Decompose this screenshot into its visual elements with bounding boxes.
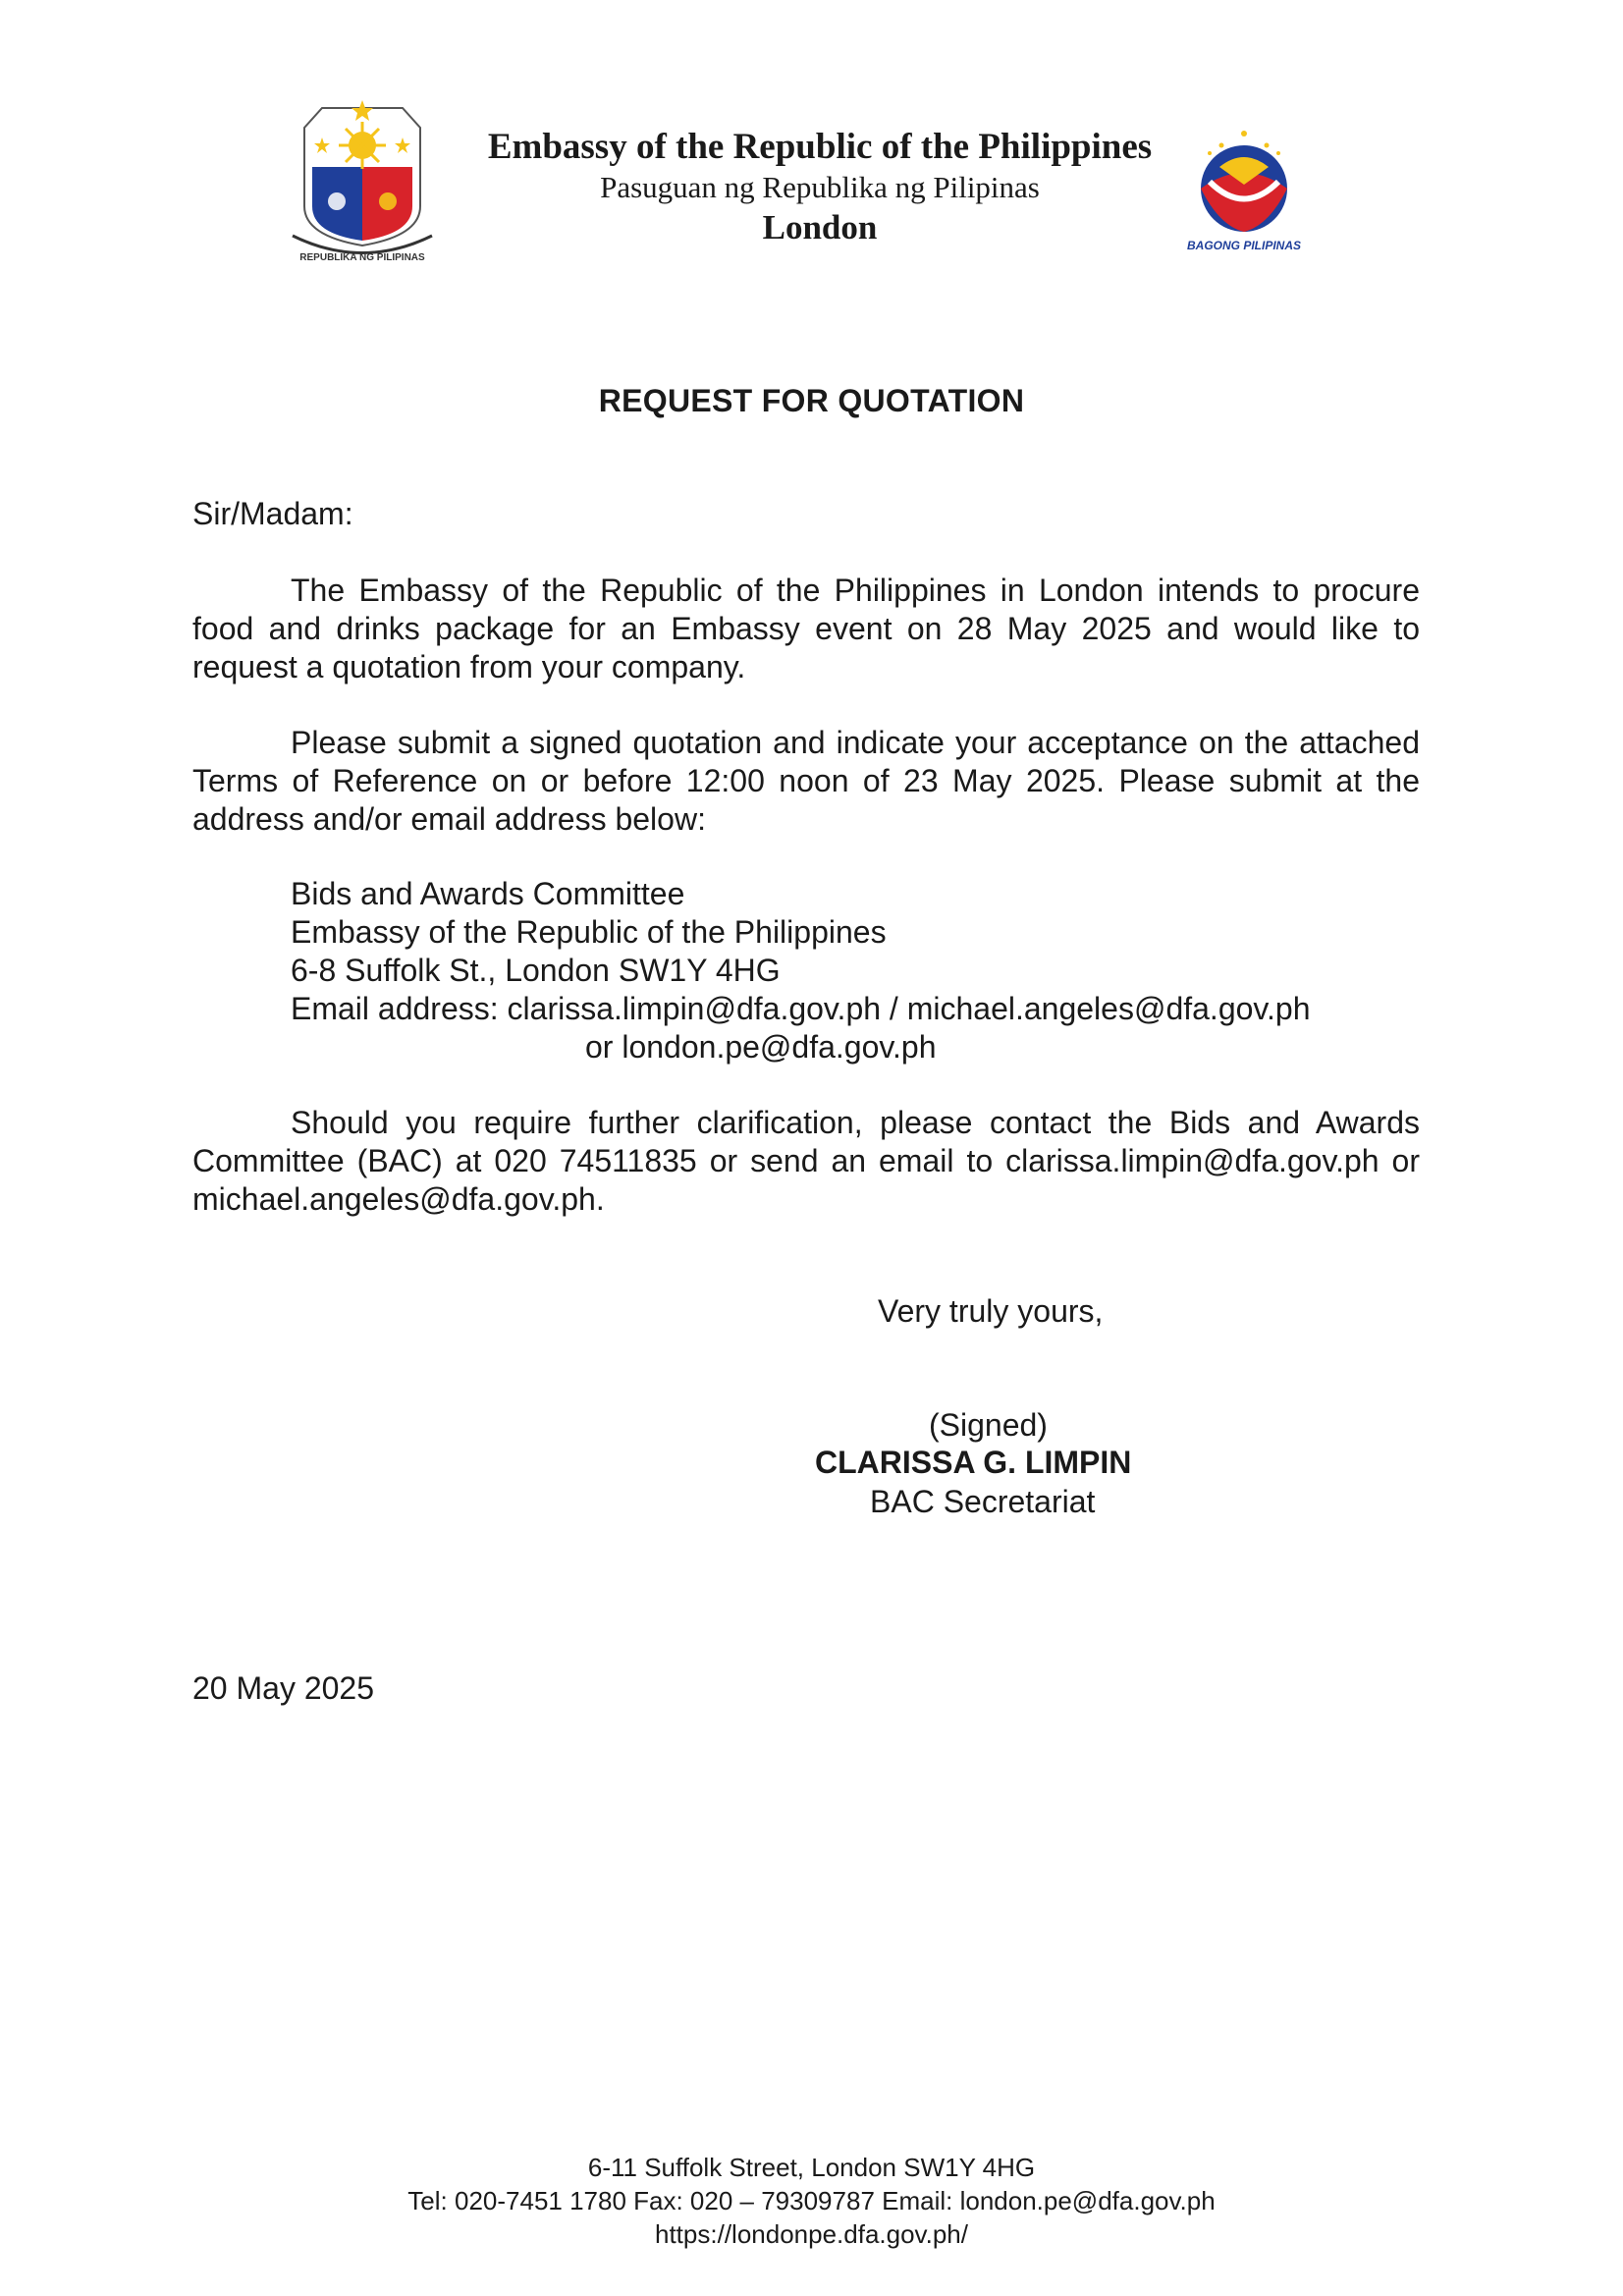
- signer-name: CLARISSA G. LIMPIN: [815, 1445, 1132, 1480]
- footer-website[interactable]: https://londonpe.dfa.gov.ph/: [655, 2219, 968, 2249]
- signer-position: BAC Secretariat: [870, 1484, 1096, 1519]
- address-line-embassy: Embassy of the Republic of the Philippines: [291, 914, 887, 950]
- philippine-coat-of-arms-seal: [283, 98, 442, 265]
- letter-date: 20 May 2025: [192, 1670, 375, 1706]
- submission-address-block: [291, 875, 1311, 1066]
- embassy-city: London: [762, 208, 878, 246]
- footer-address: 6-11 Suffolk Street, London SW1Y 4HG: [587, 2153, 1036, 2182]
- paragraph-clarification: Should you require further clarification, please contact the Bids and Awards Committee (BAC) at 020 74511835 or send an email to clarissa.limpin@dfa.gov.ph or michael.angeles@dfa.gov.ph.: [192, 1105, 1420, 1217]
- footer-contact: Tel: 020-7451 1780 Fax: 020 – 79309787 Email: london.pe@dfa.gov.ph: [407, 2186, 1216, 2215]
- address-line-email: Email address: clarissa.limpin@dfa.gov.ph / michael.angeles@dfa.gov.ph: [291, 991, 1311, 1026]
- document-title: REQUEST FOR QUOTATION: [598, 383, 1025, 418]
- embassy-title: Embassy of the Republic of the Philippines: [487, 127, 1153, 167]
- address-line-street: 6-8 Suffolk St., London SW1Y 4HG: [291, 953, 781, 988]
- address-line-committee: Bids and Awards Committee: [291, 876, 685, 911]
- paragraph-submission: Please submit a signed quotation and indicate your acceptance on the attached Terms of Reference on or before 12:00 noon of 23 May 2025. Please submit at the address and/or email address below:: [192, 725, 1420, 837]
- embassy-subtitle: Pasuguan ng Republika ng Pilipinas: [600, 170, 1040, 204]
- signed-note: (Signed): [929, 1407, 1048, 1443]
- bagong-pilipinas-logo: [1170, 128, 1318, 255]
- closing: Very truly yours,: [878, 1293, 1104, 1329]
- salutation: Sir/Madam:: [192, 496, 353, 531]
- paragraph-intro: The Embassy of the Republic of the Philippines in London intends to procure food and drinks package for an Embassy event on 28 May 2025 and would like to request a quotation from your company.: [192, 573, 1420, 684]
- address-line-email-alt: or london.pe@dfa.gov.ph: [585, 1029, 937, 1065]
- svg-text:BAGONG PILIPINAS: BAGONG PILIPINAS: [1186, 239, 1302, 252]
- svg-text:REPUBLIKA NG PILIPINAS: REPUBLIKA NG PILIPINAS: [299, 252, 425, 263]
